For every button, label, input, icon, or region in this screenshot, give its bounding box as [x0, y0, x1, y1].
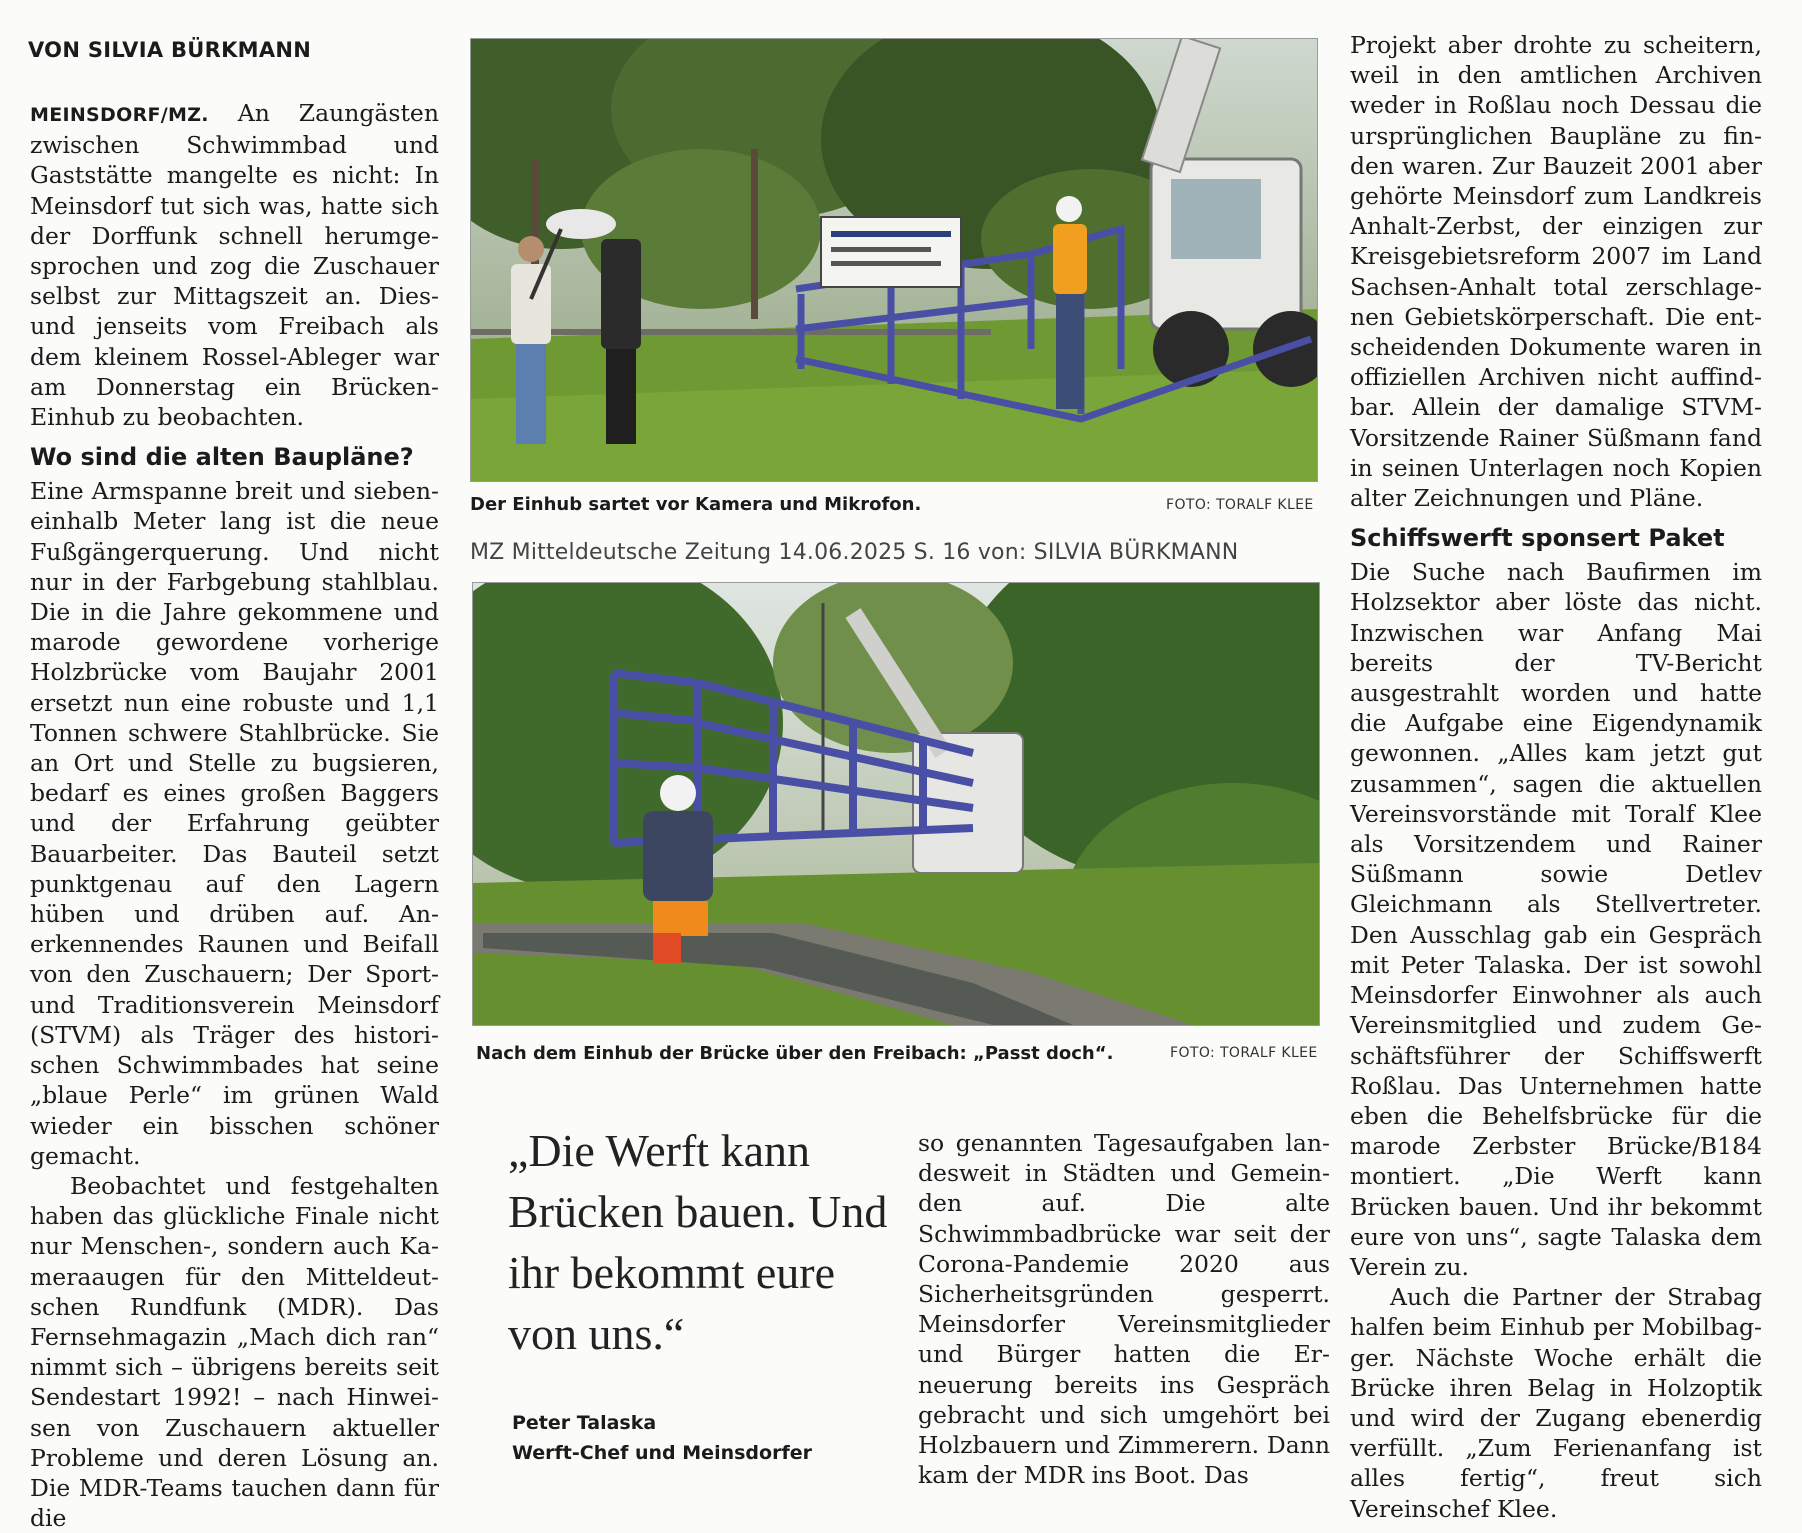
photo-illustration — [473, 583, 1319, 1025]
photo-illustration — [471, 39, 1317, 481]
source-line: MZ Mitteldeutsche Zeitung 14.06.2025 S. 16 von: SILVIA BÜRKMANN — [470, 540, 1239, 565]
photo-1-caption: Der Einhub sartet vor Kamera und Mikrofon. — [470, 494, 922, 515]
body-paragraph: Eine Armspanne breit und siebeneinhalb Meter lang ist die neue Fußgängerquerung. Und nicht nur in der Farbgebung stahlblau. Die in die Jahre gekommene und marode gewordene vorherige Holzbrücke vom Baujahr 2001 ersetzt nun eine robuste und 1,1 Tonnen schwere Stahlbrücke. Sie an Ort und Stelle zu bugsieren, bedarf es eines großen Baggers und der Erfahrung geübter Bauarbeiter. Das Bauteil setzt punktgenau auf den Lagern hüben und drüben auf. Anerkennendes Raunen und Beifall von den Zuschauern; Der Sport- und Traditionsverein Meinsdorf (STVM) als Träger des historischen Schwimmbades hat seine „blaue Perle“ im grünen Wald wieder ein bisschen schöner gemacht. — [30, 477, 439, 1170]
photo-1-credit: FOTO: TORALF KLEE — [1166, 497, 1314, 513]
body-paragraph: Auch die Partner der Strabag halfen beim Einhub per Mobilbagger. Nächste Woche erhält die Brücke ihren Belag in Holzoptik und wird der Zugang ebenerdig verfüllt. „Zum Ferienanfang ist alles fertig“, freut sich Vereinschef Klee. — [1350, 1283, 1762, 1523]
lead-paragraph — [30, 98, 439, 432]
photo-2-caption: Nach dem Einhub der Brücke über den Freibach: „Passt doch“. — [476, 1043, 1114, 1064]
body-paragraph: Die Suche nach Baufirmen im Holzsektor aber löste das nicht. Inzwischen war Anfang Mai bereits der TV-Bericht ausgestrahlt worden und hatte die Aufgabe eine Eigendynamik gewonnen. „Alles kam jetzt gut zusammen“, sagen die aktuellen Vereinsvorstände mit Toralf Klee als Vorsitzendem und Rainer Süßmann sowie Detlev Gleichmann als Stellvertreter. Den Ausschlag gab ein Gespräch mit Peter Talaska. Der ist sowohl Meinsdorfer Einwohner als auch Vereinsmitglied und zudem Geschäftsführer der Schiffswerft Roßlau. Das Unternehmen hatte eben die Behelfsbrücke für die marode Zerbster Brücke/B184 montiert. „Die Werft kann Brücken bauen. Und ihr bekommt eure von uns“, sagte Talaska dem Verein zu. — [1350, 558, 1762, 1281]
column-1 — [30, 98, 439, 1533]
body-paragraph: Projekt aber drohte zu scheitern, weil in den amtlichen Archiven weder in Roßlau noch Dessau die ursprünglichen Baupläne zu finden waren. Zur Bauzeit 2001 aber gehörte Meinsdorf zum Landkreis Anhalt-Zerbst, der einzigen zur Kreisgebietsreform 2007 im Land Sachsen-Anhalt total zerschlagenen Gebietskörperschaft. Die entscheidenden Dokumente waren in offiziellen Archiven nicht auffindbar. Allein der damalige STVM-Vorsitzende Rainer Süßmann fand in seinen Unterlagen noch Kopien alter Zeichnungen und Pläne. — [1350, 31, 1762, 513]
quote-attribution — [512, 1408, 812, 1468]
quote-author-role: Werft-Chef und Meinsdorfer — [512, 1442, 812, 1464]
body-paragraph: Beobachtet und festgehalten haben das glückliche Finale nicht nur Menschen-, sondern auch Kameraaugen für den Mitteldeutschen Rundfunk (MDR). Das Fernsehmagazin „Mach dich ran“ nimmt sich – übrigens bereits seit Sendestart 1992! – nach Hinweisen von Zuschauern aktueller Probleme und deren Lösung an. Die MDR-Teams tauchen dann für die — [30, 1171, 439, 1533]
lead-text: An Zaungästen zwischen Schwimmbad und Gaststätte mangelte es nicht: In Meinsdorf tut sich was, hatte sich der Dorffunk schnell herumgesprochen und zog die Zuschauer selbst zur Mittagszeit an. Dies- und jenseits vom Freibach als dem kleinem Rossel-Ableger war am Donnerstag ein Brücken-Einhub zu beobachten. — [30, 99, 439, 432]
pull-quote: „Die Werft kann Brücken bauen. Und ihr bekommt eure von uns.“ — [508, 1125, 888, 1359]
photo-bridge-installed — [472, 582, 1320, 1026]
dateline: MEINSDORF/MZ. — [30, 104, 209, 126]
subheading-plans: Wo sind die alten Baupläne? — [30, 443, 414, 472]
byline: VON SILVIA BÜRKMANN — [28, 38, 312, 62]
column-4 — [1350, 30, 1762, 1524]
quote-author-name: Peter Talaska — [512, 1412, 657, 1434]
subheading-shipyard: Schiffswerft sponsert Paket — [1350, 524, 1725, 553]
photo-camera-crew — [470, 38, 1318, 482]
body-paragraph: so genannten Tagesaufgaben landesweit in Städten und Gemeinden auf. Die alte Schwimmbadbrücke war seit der Corona-Pandemie 2020 aus Sicherheitsgründen gesperrt. Meinsdorfer Vereinsmitglieder und Bürger hatten die Erneuerung bereits ins Gespräch gebracht und sich umgehört bei Holzbauern und Zimmerern. Dann kam der MDR ins Boot. Das — [918, 1129, 1330, 1490]
photo-2-credit: FOTO: TORALF KLEE — [1170, 1045, 1318, 1061]
column-3 — [918, 1128, 1330, 1490]
